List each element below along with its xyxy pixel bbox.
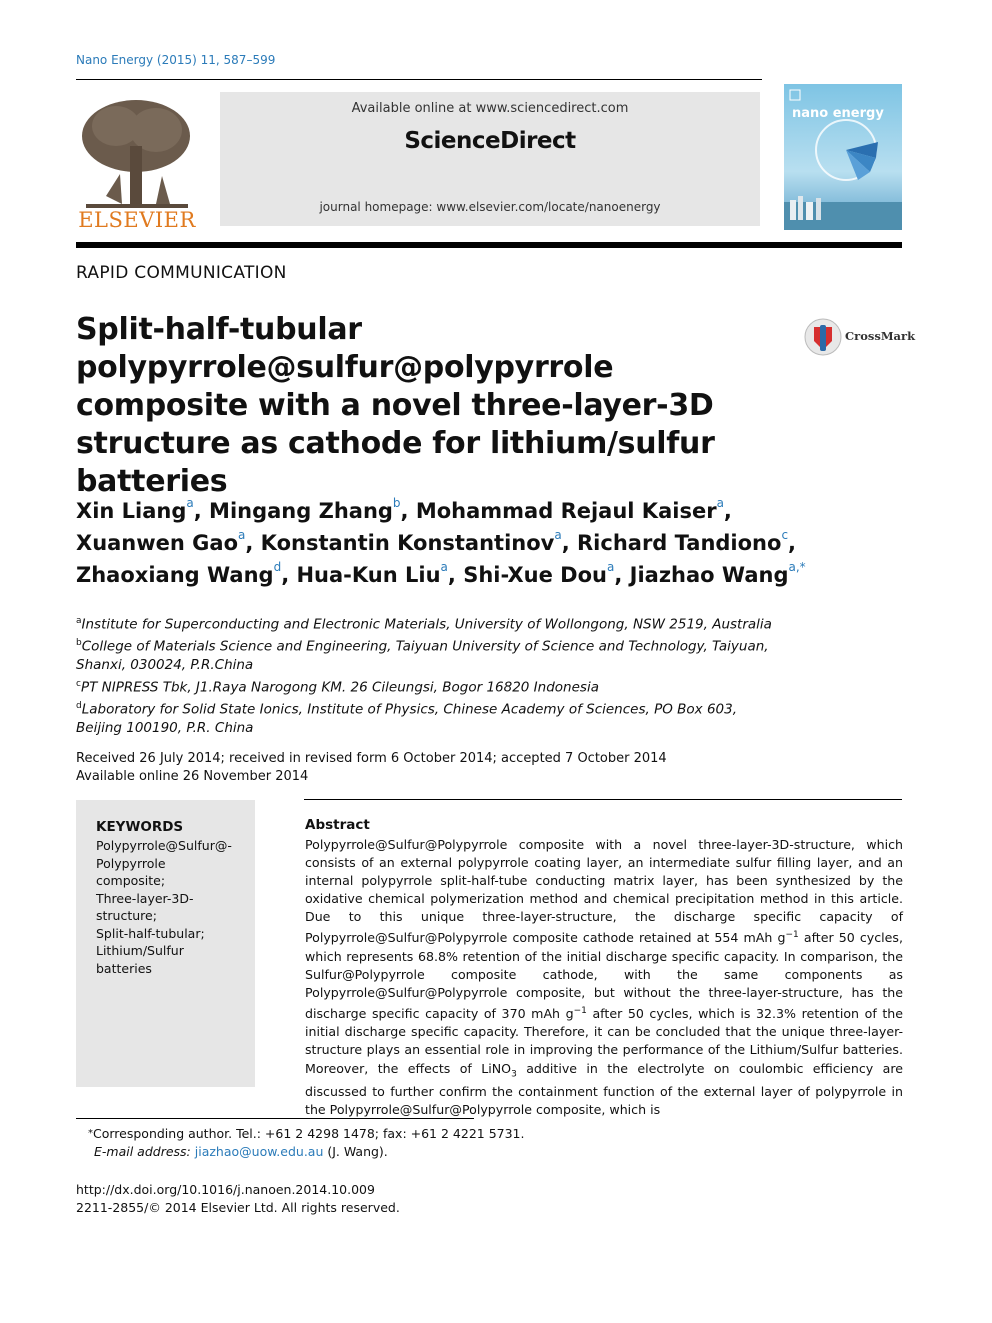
author[interactable]: Zhaoxiang Wang$^d$ xyxy=(76,560,282,587)
journal-cover[interactable] xyxy=(784,84,902,230)
cover-title: nano energy xyxy=(792,106,884,121)
footnote-rule xyxy=(76,1118,474,1119)
keyword: Polypyrrole@Sulfur@-Polypyrrole composite; xyxy=(96,838,232,888)
affiliation: $^b$College of Materials Science and Engineering, Taiyuan University of Science and Technology, Taiyuan, Shanxi, 030024, P.R.China xyxy=(76,638,769,673)
affiliations xyxy=(76,612,856,737)
doi-link[interactable]: http://dx.doi.org/10.1016/j.nanoen.2014.10.009 xyxy=(76,1182,375,1197)
received-dates: Received 26 July 2014; received in revised form 6 October 2014; accepted 7 October 2014 xyxy=(76,751,667,766)
doi-block xyxy=(76,1181,400,1217)
email-link[interactable]: jiazhao@uow.edu.au xyxy=(194,1144,324,1159)
author[interactable]: Konstantin Konstantinov$^a$ xyxy=(260,528,562,555)
article-type-label: RAPID COMMUNICATION xyxy=(76,263,287,283)
keyword: Three-layer-3D-structure; xyxy=(96,890,194,923)
author[interactable]: Hua-Kun Liu$^a$ xyxy=(296,560,448,587)
keywords-box xyxy=(76,800,255,1087)
affiliation: $^c$PT NIPRESS Tbk, J1.Raya Narogong KM. 26 Cileungsi, Bogor 16820 Indonesia xyxy=(76,678,599,695)
author[interactable]: Jiazhao Wang$^{a,*}$ xyxy=(629,560,806,587)
abstract-body: Polypyrrole@Sulfur@Polypyrrole composite with a novel three-layer-3D-structure, which consists of an external polypyrrole coating layer, an intermediate sulfur filling layer, and an internal polypyrrole split-half-tube conducting matrix layer, has been synthesized by the oxidative chemical polymerization method and chemical precipitation method in this article. Due to this unique three-layer-structure, the discharge specific capacity of Polypyrrole@Sulfur@Polypyrrole composite cathode retained at 554 mAh $g^{-1}$ after 50 cycles, which represents 68.8% retention of the initial discharge specific capacity. In comparison, the Sulfur@Polypyrrole composite cathode, with the same components as Polypyrrole@Sulfur@Polypyrrole composite, but without the three-layer-structure, has the discharge specific capacity of 370 mAh $g^{-1}$ after 50 cycles, which is 32.3% retention of the initial discharge specific capacity. Therefore, it can be concluded that the unique three-layer-structure plays an essential role in improving the performance of the Lithium/Sulfur batteries. Moreover, the effects of LiNO$_3$ additive in the electrolyte on coulombic efficiency are discussed to further confirm the containment function of the external layer of polypyrrole in the Polypyrrole@Sulfur@Polypyrrole composite, which is xyxy=(305,837,903,1118)
abstract-heading: Abstract xyxy=(305,817,370,833)
sciencedirect-brand[interactable]: ScienceDirect xyxy=(404,128,576,154)
abstract-rule xyxy=(304,799,902,800)
elsevier-logo xyxy=(76,96,198,234)
journal-header xyxy=(220,92,760,226)
article-title: Split-half-tubular polypyrrole@sulfur@polypyrrole composite with a novel three-layer-3D structure as cathode for lithium/sulfur batteries xyxy=(76,312,715,499)
crossmark-icon xyxy=(803,317,843,357)
available-online-text: Available online at www.sciencedirect.com xyxy=(351,101,629,116)
keyword: Split-half-tubular; xyxy=(96,925,205,941)
keyword: Lithium/Sulfur batteries xyxy=(96,943,184,976)
journal-citation[interactable]: Nano Energy (2015) 11, 587–599 xyxy=(76,53,276,67)
affiliation: $^d$Laboratory for Solid State Ionics, Institute of Physics, Chinese Academy of Sciences, PO Box 603, Beijing 100190, P.R. China xyxy=(76,700,738,736)
crossmark-badge[interactable] xyxy=(803,317,916,357)
thick-rule xyxy=(76,242,902,248)
author[interactable]: Xuanwen Gao$^a$ xyxy=(76,528,246,555)
keywords-heading: KEYWORDS xyxy=(96,819,184,835)
author[interactable]: Shi-Xue Dou$^a$ xyxy=(463,560,615,587)
online-date: Available online 26 November 2014 xyxy=(76,769,309,784)
article-dates xyxy=(76,750,667,786)
email-note: E-mail address: jiazhao@uow.edu.au (J. Wang). xyxy=(94,1144,388,1159)
journal-homepage[interactable]: journal homepage: www.elsevier.com/locate/nanoenergy xyxy=(319,200,661,214)
author[interactable]: Mingang Zhang$^b$ xyxy=(209,496,401,523)
header-rule xyxy=(76,79,762,80)
affiliation: $^a$Institute for Superconducting and Electronic Materials, University of Wollongong, NSW 2519, Australia xyxy=(76,616,772,633)
author-list: Xin Liang$^a$, Mingang Zhang$^b$, Mohammad Rejaul Kaiser$^a$, Xuanwen Gao$^a$, Konstantin Konstantinov$^a$, Richard Tandiono$^c$, Zhaoxiang Wang$^d$, Hua-Kun Liu$^a$, Shi-Xue Dou$^a$, Jiazhao Wang$^{a,*}$ xyxy=(76,496,806,587)
author[interactable]: Xin Liang$^a$ xyxy=(76,496,194,523)
crossmark-label: CrossMark xyxy=(845,329,916,343)
copyright: 2211-2855/© 2014 Elsevier Ltd. All rights reserved. xyxy=(76,1200,400,1215)
author[interactable]: Mohammad Rejaul Kaiser$^a$ xyxy=(415,496,724,523)
corresponding-author-note: *Corresponding author. Tel.: +61 2 4298 1478; fax: +61 2 4221 5731. xyxy=(88,1126,525,1141)
elsevier-wordmark: ELSEVIER xyxy=(78,208,196,232)
author[interactable]: Richard Tandiono$^c$ xyxy=(577,528,789,555)
keywords-list xyxy=(96,837,246,977)
